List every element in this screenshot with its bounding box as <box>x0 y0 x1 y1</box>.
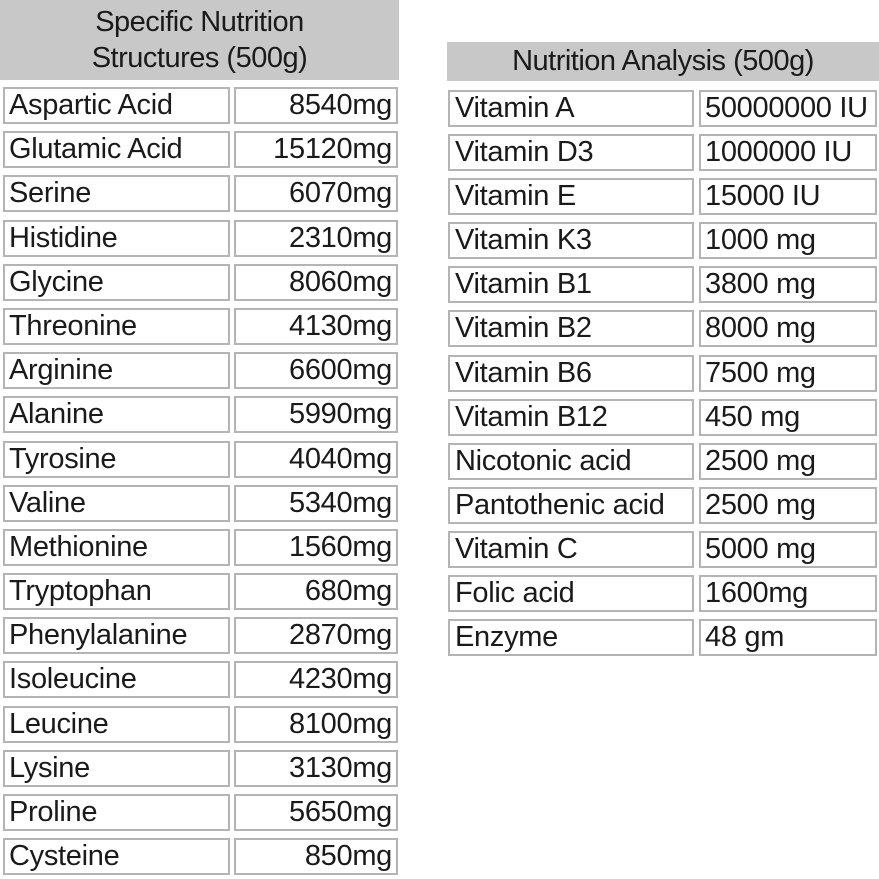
nutrient-value: 7500 mg <box>699 355 877 392</box>
table-row <box>447 572 879 616</box>
table-row <box>447 352 879 396</box>
nutrient-name: Isoleucine <box>3 661 230 698</box>
nutrient-name: Lysine <box>3 750 230 787</box>
nutrient-name: Enzyme <box>448 619 694 656</box>
nutrient-value: 1000 mg <box>699 222 877 259</box>
nutrient-value: 850mg <box>234 838 398 875</box>
nutrient-name: Vitamin K3 <box>448 222 694 259</box>
table-row <box>0 747 399 791</box>
amino-table-title-line2: Structures (500g) <box>91 42 308 74</box>
table-row <box>0 305 399 349</box>
nutrient-value: 5340mg <box>234 485 398 522</box>
table-row <box>0 835 399 879</box>
amino-table-header <box>0 0 399 80</box>
table-row <box>447 87 879 131</box>
nutrient-name: Vitamin B2 <box>448 310 694 347</box>
table-row <box>0 438 399 482</box>
nutrient-value: 48 gm <box>699 619 877 656</box>
nutrient-name: Histidine <box>3 220 230 257</box>
nutrient-name: Threonine <box>3 308 230 345</box>
nutrient-value: 1560mg <box>234 529 398 566</box>
nutrient-value: 8000 mg <box>699 310 877 347</box>
analysis-table-header: Nutrition Analysis (500g) <box>447 42 879 81</box>
nutrient-name: Vitamin D3 <box>448 134 694 171</box>
table-row <box>0 349 399 393</box>
table-row <box>0 261 399 305</box>
nutrient-value: 5650mg <box>234 794 398 831</box>
nutrient-name: Cysteine <box>3 838 230 875</box>
nutrient-value: 6070mg <box>234 175 398 212</box>
nutrient-value: 4040mg <box>234 441 398 478</box>
table-row <box>0 570 399 614</box>
table-row <box>447 616 879 660</box>
nutrient-name: Vitamin E <box>448 178 694 215</box>
nutrient-value: 8100mg <box>234 706 398 743</box>
nutrient-value: 2310mg <box>234 220 398 257</box>
nutrient-value: 15000 IU <box>699 178 877 215</box>
nutrient-value: 3130mg <box>234 750 398 787</box>
table-row <box>0 482 399 526</box>
nutrient-name: Vitamin B1 <box>448 266 694 303</box>
amino-table-title-line1: Specific Nutrition <box>95 6 304 38</box>
nutrient-name: Folic acid <box>448 575 694 612</box>
table-row <box>0 791 399 835</box>
analysis-table-rows <box>447 87 879 660</box>
table-row <box>447 263 879 307</box>
nutrient-name: Pantothenic acid <box>448 487 694 524</box>
table-row <box>0 614 399 658</box>
nutrient-value: 5000 mg <box>699 531 877 568</box>
nutrient-value: 8540mg <box>234 87 398 124</box>
nutrient-value: 50000000 IU <box>699 90 877 127</box>
table-row <box>447 175 879 219</box>
nutrient-value: 8060mg <box>234 264 398 301</box>
nutrient-name: Proline <box>3 794 230 831</box>
table-row <box>447 219 879 263</box>
nutrient-name: Vitamin A <box>448 90 694 127</box>
nutrient-name: Tryptophan <box>3 573 230 610</box>
nutrient-value: 1000000 IU <box>699 134 877 171</box>
table-row <box>447 484 879 528</box>
nutrient-name: Valine <box>3 485 230 522</box>
table-row <box>0 526 399 570</box>
amino-table-rows <box>0 84 399 879</box>
table-row <box>447 440 879 484</box>
nutrient-value: 2500 mg <box>699 487 877 524</box>
nutrient-name: Methionine <box>3 529 230 566</box>
nutrient-value: 5990mg <box>234 396 398 433</box>
nutrient-value: 6600mg <box>234 352 398 389</box>
table-row <box>0 128 399 172</box>
nutrient-name: Phenylalanine <box>3 617 230 654</box>
nutrient-name: Serine <box>3 175 230 212</box>
nutrient-name: Leucine <box>3 706 230 743</box>
table-row <box>0 172 399 216</box>
nutrient-name: Arginine <box>3 352 230 389</box>
nutrient-name: Vitamin B12 <box>448 399 694 436</box>
nutrient-value: 4130mg <box>234 308 398 345</box>
table-row <box>0 393 399 437</box>
nutrient-name: Glutamic Acid <box>3 131 230 168</box>
nutrient-value: 450 mg <box>699 399 877 436</box>
table-row <box>447 528 879 572</box>
nutrient-value: 15120mg <box>234 131 398 168</box>
table-row <box>0 703 399 747</box>
nutrient-name: Tyrosine <box>3 441 230 478</box>
nutrient-name: Glycine <box>3 264 230 301</box>
nutrient-value: 2500 mg <box>699 443 877 480</box>
nutrient-name: Vitamin B6 <box>448 355 694 392</box>
nutrient-value: 680mg <box>234 573 398 610</box>
table-row <box>447 307 879 351</box>
nutrient-value: 1600mg <box>699 575 877 612</box>
nutrient-value: 3800 mg <box>699 266 877 303</box>
nutrient-name: Nicotonic acid <box>448 443 694 480</box>
nutrient-value: 2870mg <box>234 617 398 654</box>
table-row <box>0 84 399 128</box>
table-row <box>0 217 399 261</box>
nutrient-name: Aspartic Acid <box>3 87 230 124</box>
table-row <box>447 396 879 440</box>
table-row <box>0 658 399 702</box>
nutrient-value: 4230mg <box>234 661 398 698</box>
nutrient-name: Alanine <box>3 396 230 433</box>
nutrition-analysis-table <box>447 42 879 660</box>
amino-acid-table <box>0 0 399 879</box>
table-row <box>447 131 879 175</box>
nutrient-name: Vitamin C <box>448 531 694 568</box>
